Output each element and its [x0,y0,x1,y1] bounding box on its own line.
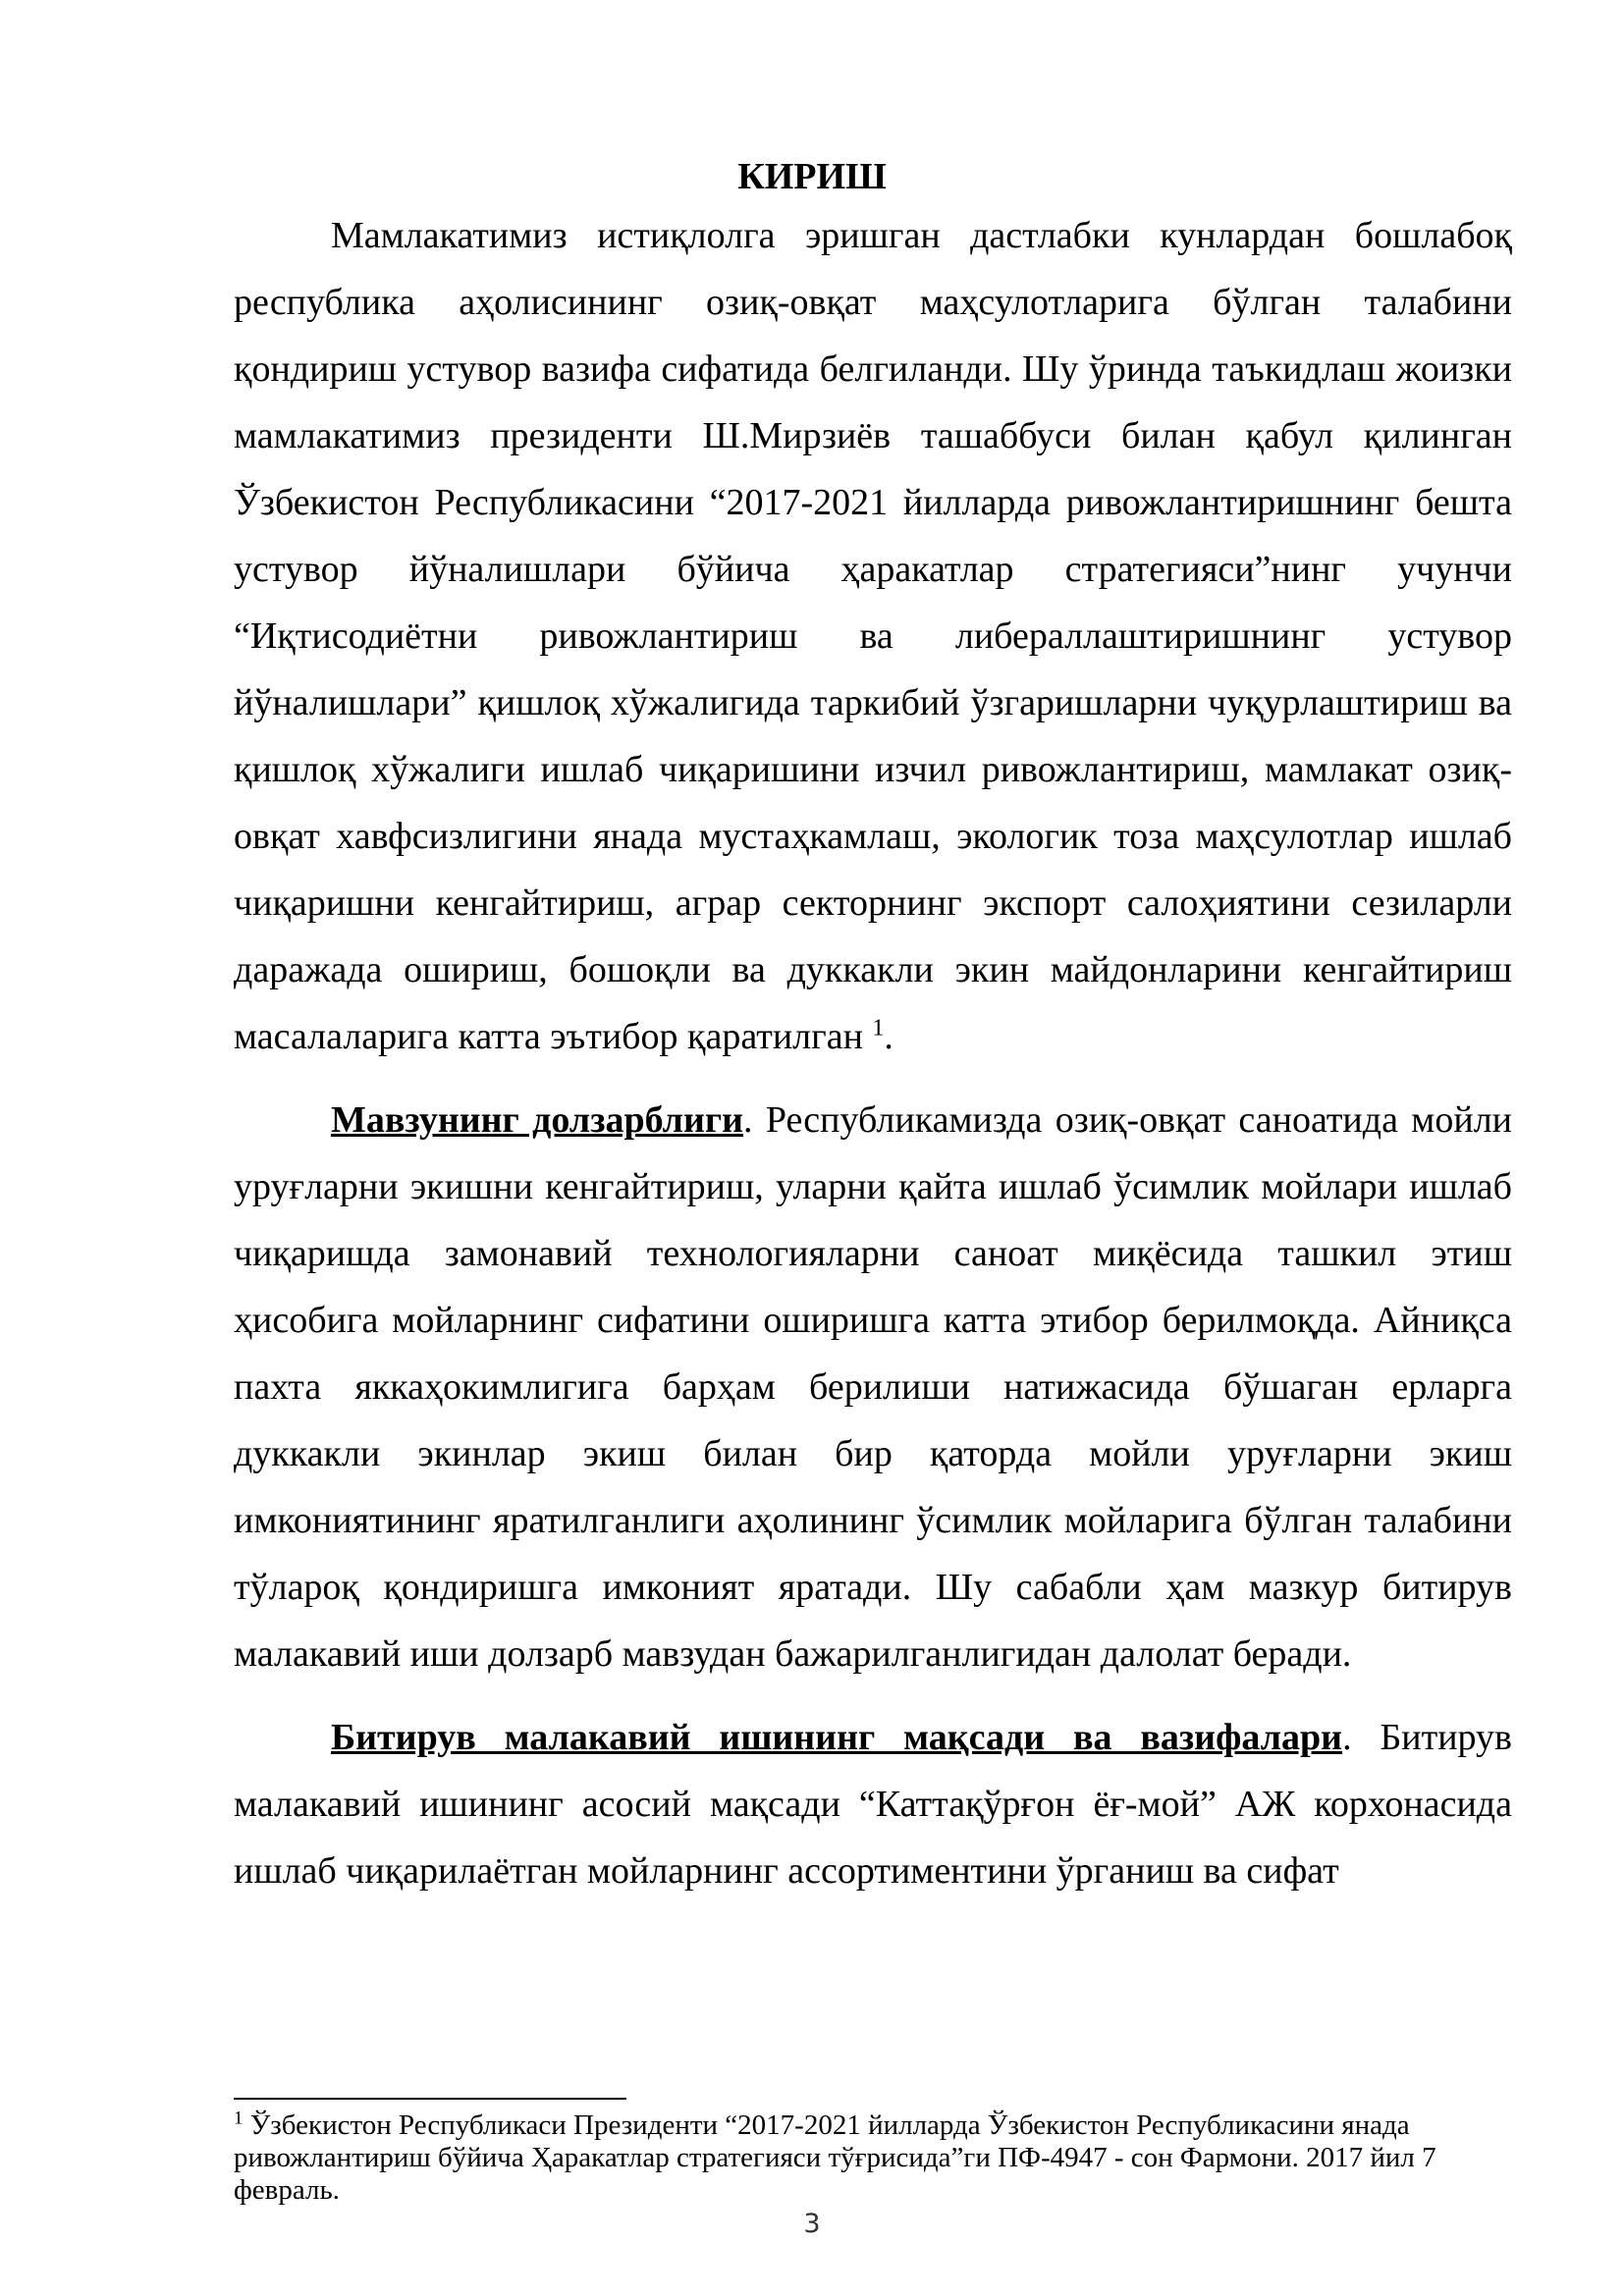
footnote-separator [234,2098,626,2100]
goal-heading: Битирув малакавий ишининг мақсади ва вазифалари [331,1717,1343,1758]
intro-end: . [884,1016,893,1057]
intro-paragraph [234,202,1512,1070]
footnote-text: Ўзбекистон Республикаси Президенти “2017-2021 йилларда Ўзбекистон Республикасини янада ривожлантириш бўйича Ҳаракатлар стратегияси тўғрисида”ги ПФ-4947 - сон Фармони. 2017 йил 7 февраль. [234,2109,1436,2206]
main-text [234,202,1512,1904]
relevance-heading: Мавзунинг долзарблиги [331,1099,744,1141]
footnote [234,2109,1512,2207]
footnote-reference[interactable]: 1 [872,1015,885,1041]
goal-text: . Битирув малакавий ишининг асосий мақсади “Каттақўрғон ёғ-мой” АЖ корхонасида ишлаб чиқарилаётган мойларнинг ассортиментини ўрганиш ва сифат [234,1717,1512,1892]
intro-text: Мамлакатимиз истиқлолга эришган дастлабки кунлардан бошлабоқ республика аҳолисининг озиқ-овқат маҳсулотларига бўлган талабини қондириш устувор вазифа сифатида белгиланди. Шу ўринда таъкидлаш жоизки мамлакатимиз президенти Ш.Мирзиёв ташаббуси билан қабул қилинган Ўзбекистон Республикасини “2017-2021 йилларда ривожлантиришнинг бешта устувор йўналишлари бўйича ҳаракатлар стратегияси”нинг учунчи “Иқтисодиётни ривожлантириш ва либераллаштиришнинг устувор йўналишлари” қишлоқ хўжалигида таркибий ўзгаришларни чуқурлаштириш ва қишлоқ хўжалиги ишлаб чиқаришини изчил ривожлантириш, мамлакат озиқ-овқат хавфсизлигини янада мустаҳкамлаш, экологик тоза маҳсулотлар ишлаб чиқаришни кенгайтириш, аграр секторнинг экспорт салоҳиятини сезиларли даражада ошириш, бошоқли ва дуккакли экин майдонларини кенгайтириш масалаларига катта эътибор қаратилган [234,215,1512,1057]
footnote-marker: 1 [234,2108,244,2129]
page-number: 3 [803,2209,821,2239]
relevance-text: . Республикамизда озиқ-овқат саноатида мойли уруғларни экишни кенгайтириш, уларни қайта ишлаб ўсимлик мойлари ишлаб чиқаришда замонавий технологияларни саноат миқёсида ташкил этиш ҳисобига мойларнинг сифатини оширишга катта этибор берилмоқда. Айниқса пахта яккаҳокимлигига барҳам берилиши натижасида бўшаган ерларга дуккакли экинлар экиш билан бир қаторда мойли уруғларни экиш имкониятининг яратилганлиги аҳолининг ўсимлик мойларига бўлган талабини тўлароқ қондиришга имконият яратади. Шу сабабли ҳам мазкур битирув малакавий иши долзарб мавзудан бажарилганлигидан далолат беради. [234,1099,1512,1675]
page-title: КИРИШ [737,156,887,197]
relevance-paragraph [234,1087,1512,1687]
goal-paragraph [234,1704,1512,1904]
